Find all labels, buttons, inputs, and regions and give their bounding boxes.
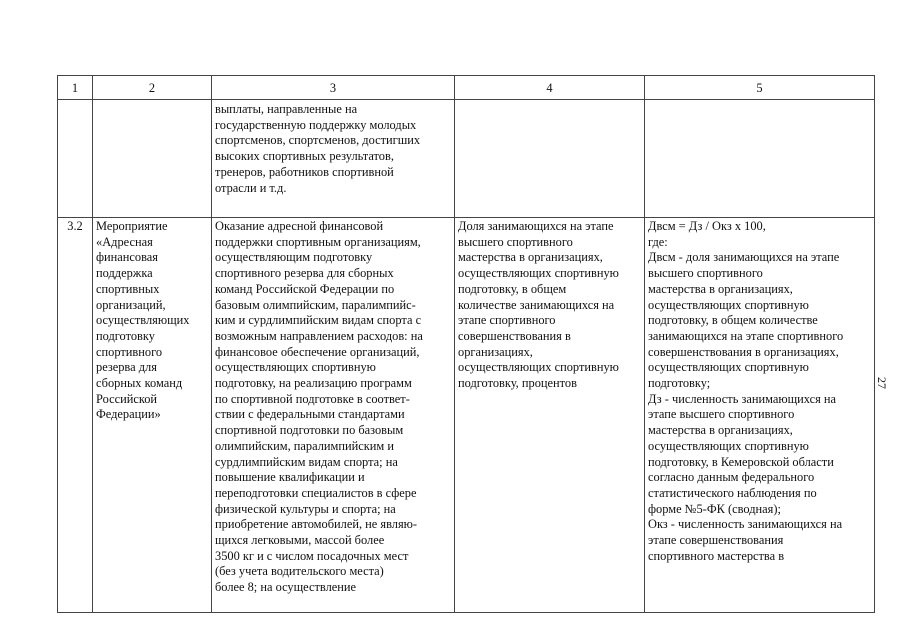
measure-name-cell: Мероприятие «Адресная финансовая поддержка спортивных организаций, осуществляющих подготовку спортивного резерва для сборных команд Российской Федерации» (93, 218, 212, 613)
page-number: 27 (875, 377, 889, 389)
formula-cell (645, 100, 875, 218)
formula-cell: Двсм = Дз / Окз х 100, где: Двсм - доля занимающихся на этапе высшего спортивного мастерства в организациях, осуществляющих спортивную подготовку, в общем количестве занимающихся на этапе спортивного совершенствования в организациях, осуществляющих спортивную подготовку; Дз - численность занимающихся на этапе высшего спортивного мастерства в организациях, осуществляющих спортивную подготовку, в Кемеровской области согласно данным федерального статистического наблюдения по форме №5-ФК (сводная); Окз - численность занимающихся на этапе совершенствования спортивного мастерства в (645, 218, 875, 613)
column-header-2: 2 (93, 76, 212, 100)
column-header-4: 4 (455, 76, 645, 100)
table-header-row (58, 76, 875, 100)
column-header-3: 3 (212, 76, 455, 100)
table-row (58, 218, 875, 613)
table-row (58, 100, 875, 218)
indicator-cell (455, 100, 645, 218)
measure-name-cell (93, 100, 212, 218)
item-number-cell (58, 100, 93, 218)
indicator-cell: Доля занимающихся на этапе высшего спортивного мастерства в организациях, осуществляющих спортивную подготовку, в общем количестве занимающихся на этапе спортивного совершенствования в организациях, осуществляющих спортивную подготовку, процентов (455, 218, 645, 613)
column-header-5: 5 (645, 76, 875, 100)
measure-description-cell: выплаты, направленные на государственную поддержку молодых спортсменов, спортсменов, достигших высоких спортивных результатов, тренеров, работников спортивной отрасли и т.д. (212, 100, 455, 218)
item-number-cell: 3.2 (58, 218, 93, 613)
column-header-1: 1 (58, 76, 93, 100)
program-table (57, 75, 875, 613)
measure-description-cell: Оказание адресной финансовой поддержки спортивным организациям, осуществляющим подготовку спортивного резерва для сборных команд Российской Федерации по базовым олимпийским, паралимпийс- ким и сурдлимпийским видам спорта с возможным направлением расходов: на финансовое обеспечение организаций, осуществляющих спортивную подготовку, на реализацию программ по спортивной подготовке в соответ- ствии с федеральными стандартами спортивной подготовки по базовым олимпийским, паралимпийским и сурдлимпийским видам спорта; на повышение квалификации и переподготовки специалистов в сфере физической культуры и спорта; на приобретение автомобилей, не являю- щихся легковыми, массой более 3500 кг и с числом посадочных мест (без учета водительского места) более 8; на осуществление (212, 218, 455, 613)
